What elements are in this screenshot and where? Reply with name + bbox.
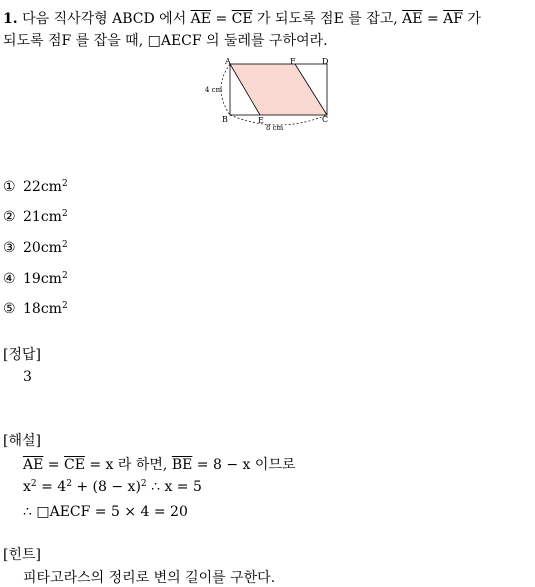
equation-part: x bbox=[23, 479, 31, 495]
equals-sign: = bbox=[211, 11, 232, 27]
equals-sign: = bbox=[422, 11, 444, 27]
explanation-title: [해설] bbox=[3, 433, 41, 449]
answer-value: 3 bbox=[23, 369, 32, 385]
question-text-part: 다음 직사각형 ABCD 에서 bbox=[22, 11, 191, 27]
label-f: F bbox=[290, 57, 296, 66]
choice-exponent: 2 bbox=[61, 179, 68, 189]
choice-marker: ④ bbox=[3, 271, 16, 287]
choice-exponent: 2 bbox=[61, 209, 68, 219]
segment-ae: $\overline{AE}$ bbox=[190, 11, 212, 27]
choice-marker: ② bbox=[3, 209, 16, 225]
question-text-part: 가 되도록 점E 를 잡고, bbox=[252, 11, 403, 27]
equation-part: + (8 − x) bbox=[71, 479, 141, 495]
exponent: 2 bbox=[30, 479, 37, 489]
choice-value: 19cm bbox=[23, 271, 62, 287]
equation-part: = 4 bbox=[36, 479, 67, 495]
label-c: C bbox=[322, 115, 329, 124]
segment-ae: $\overline{AE}$ bbox=[402, 11, 423, 27]
label-d: D bbox=[322, 57, 329, 66]
question-text-part: 가 bbox=[462, 11, 481, 27]
choice-exponent: 2 bbox=[61, 301, 68, 311]
question-line-1 bbox=[3, 8, 481, 28]
label-a: A bbox=[225, 57, 231, 66]
choice-marker: ⑤ bbox=[3, 301, 16, 317]
exponent: 2 bbox=[66, 479, 72, 489]
choice-value: 18cm bbox=[23, 301, 62, 317]
choice-2[interactable] bbox=[3, 209, 68, 225]
label-e: E bbox=[258, 116, 264, 125]
segment-af: $\overline{AF}$ bbox=[443, 11, 463, 27]
label-b: B bbox=[222, 115, 228, 124]
question-number: 1. bbox=[3, 11, 18, 27]
explanation-line-2 bbox=[23, 479, 202, 495]
answer-title: [정답] bbox=[3, 347, 41, 363]
choice-exponent: 2 bbox=[61, 271, 68, 281]
choice-marker: ③ bbox=[3, 240, 16, 256]
segment-ce: $\overline{CE}$ bbox=[63, 457, 85, 473]
height-label: 4 cm bbox=[205, 86, 223, 94]
explanation-line-3: ∴ □AECF = 5 × 4 = 20 bbox=[23, 504, 188, 520]
width-label: 8 cm bbox=[266, 124, 284, 132]
question-line-2: 되도록 점F 를 잡을 때, □AECF 의 둘레를 구하여라. bbox=[3, 33, 328, 49]
hint-text: 피타고라스의 정리로 변의 길이를 구한다. bbox=[23, 570, 276, 586]
segment-ce: $\overline{CE}$ bbox=[231, 11, 253, 27]
choice-marker: ① bbox=[3, 179, 16, 195]
rectangle-figure bbox=[198, 55, 338, 135]
choice-5[interactable] bbox=[3, 301, 68, 317]
choice-3[interactable] bbox=[3, 240, 68, 256]
explanation-text: = 8 − x 이므로 bbox=[192, 457, 296, 473]
choice-1[interactable] bbox=[3, 179, 68, 195]
segment-ae: $\overline{AE}$ bbox=[23, 457, 44, 473]
equals-sign: = bbox=[43, 457, 64, 473]
equation-part: ∴ x = 5 bbox=[146, 479, 202, 495]
choice-4[interactable] bbox=[3, 271, 68, 287]
explanation-line-1 bbox=[23, 454, 295, 474]
choice-value: 22cm bbox=[23, 179, 62, 195]
hint-title: [힌트] bbox=[3, 547, 41, 563]
choice-exponent: 2 bbox=[61, 240, 68, 250]
segment-be: $\overline{BE}$ bbox=[171, 457, 193, 473]
explanation-text: = x 라 하면, bbox=[84, 457, 172, 473]
height-dimension-arc bbox=[221, 64, 230, 115]
choice-value: 21cm bbox=[23, 209, 62, 225]
choice-value: 20cm bbox=[23, 240, 62, 256]
exponent: 2 bbox=[140, 479, 147, 489]
